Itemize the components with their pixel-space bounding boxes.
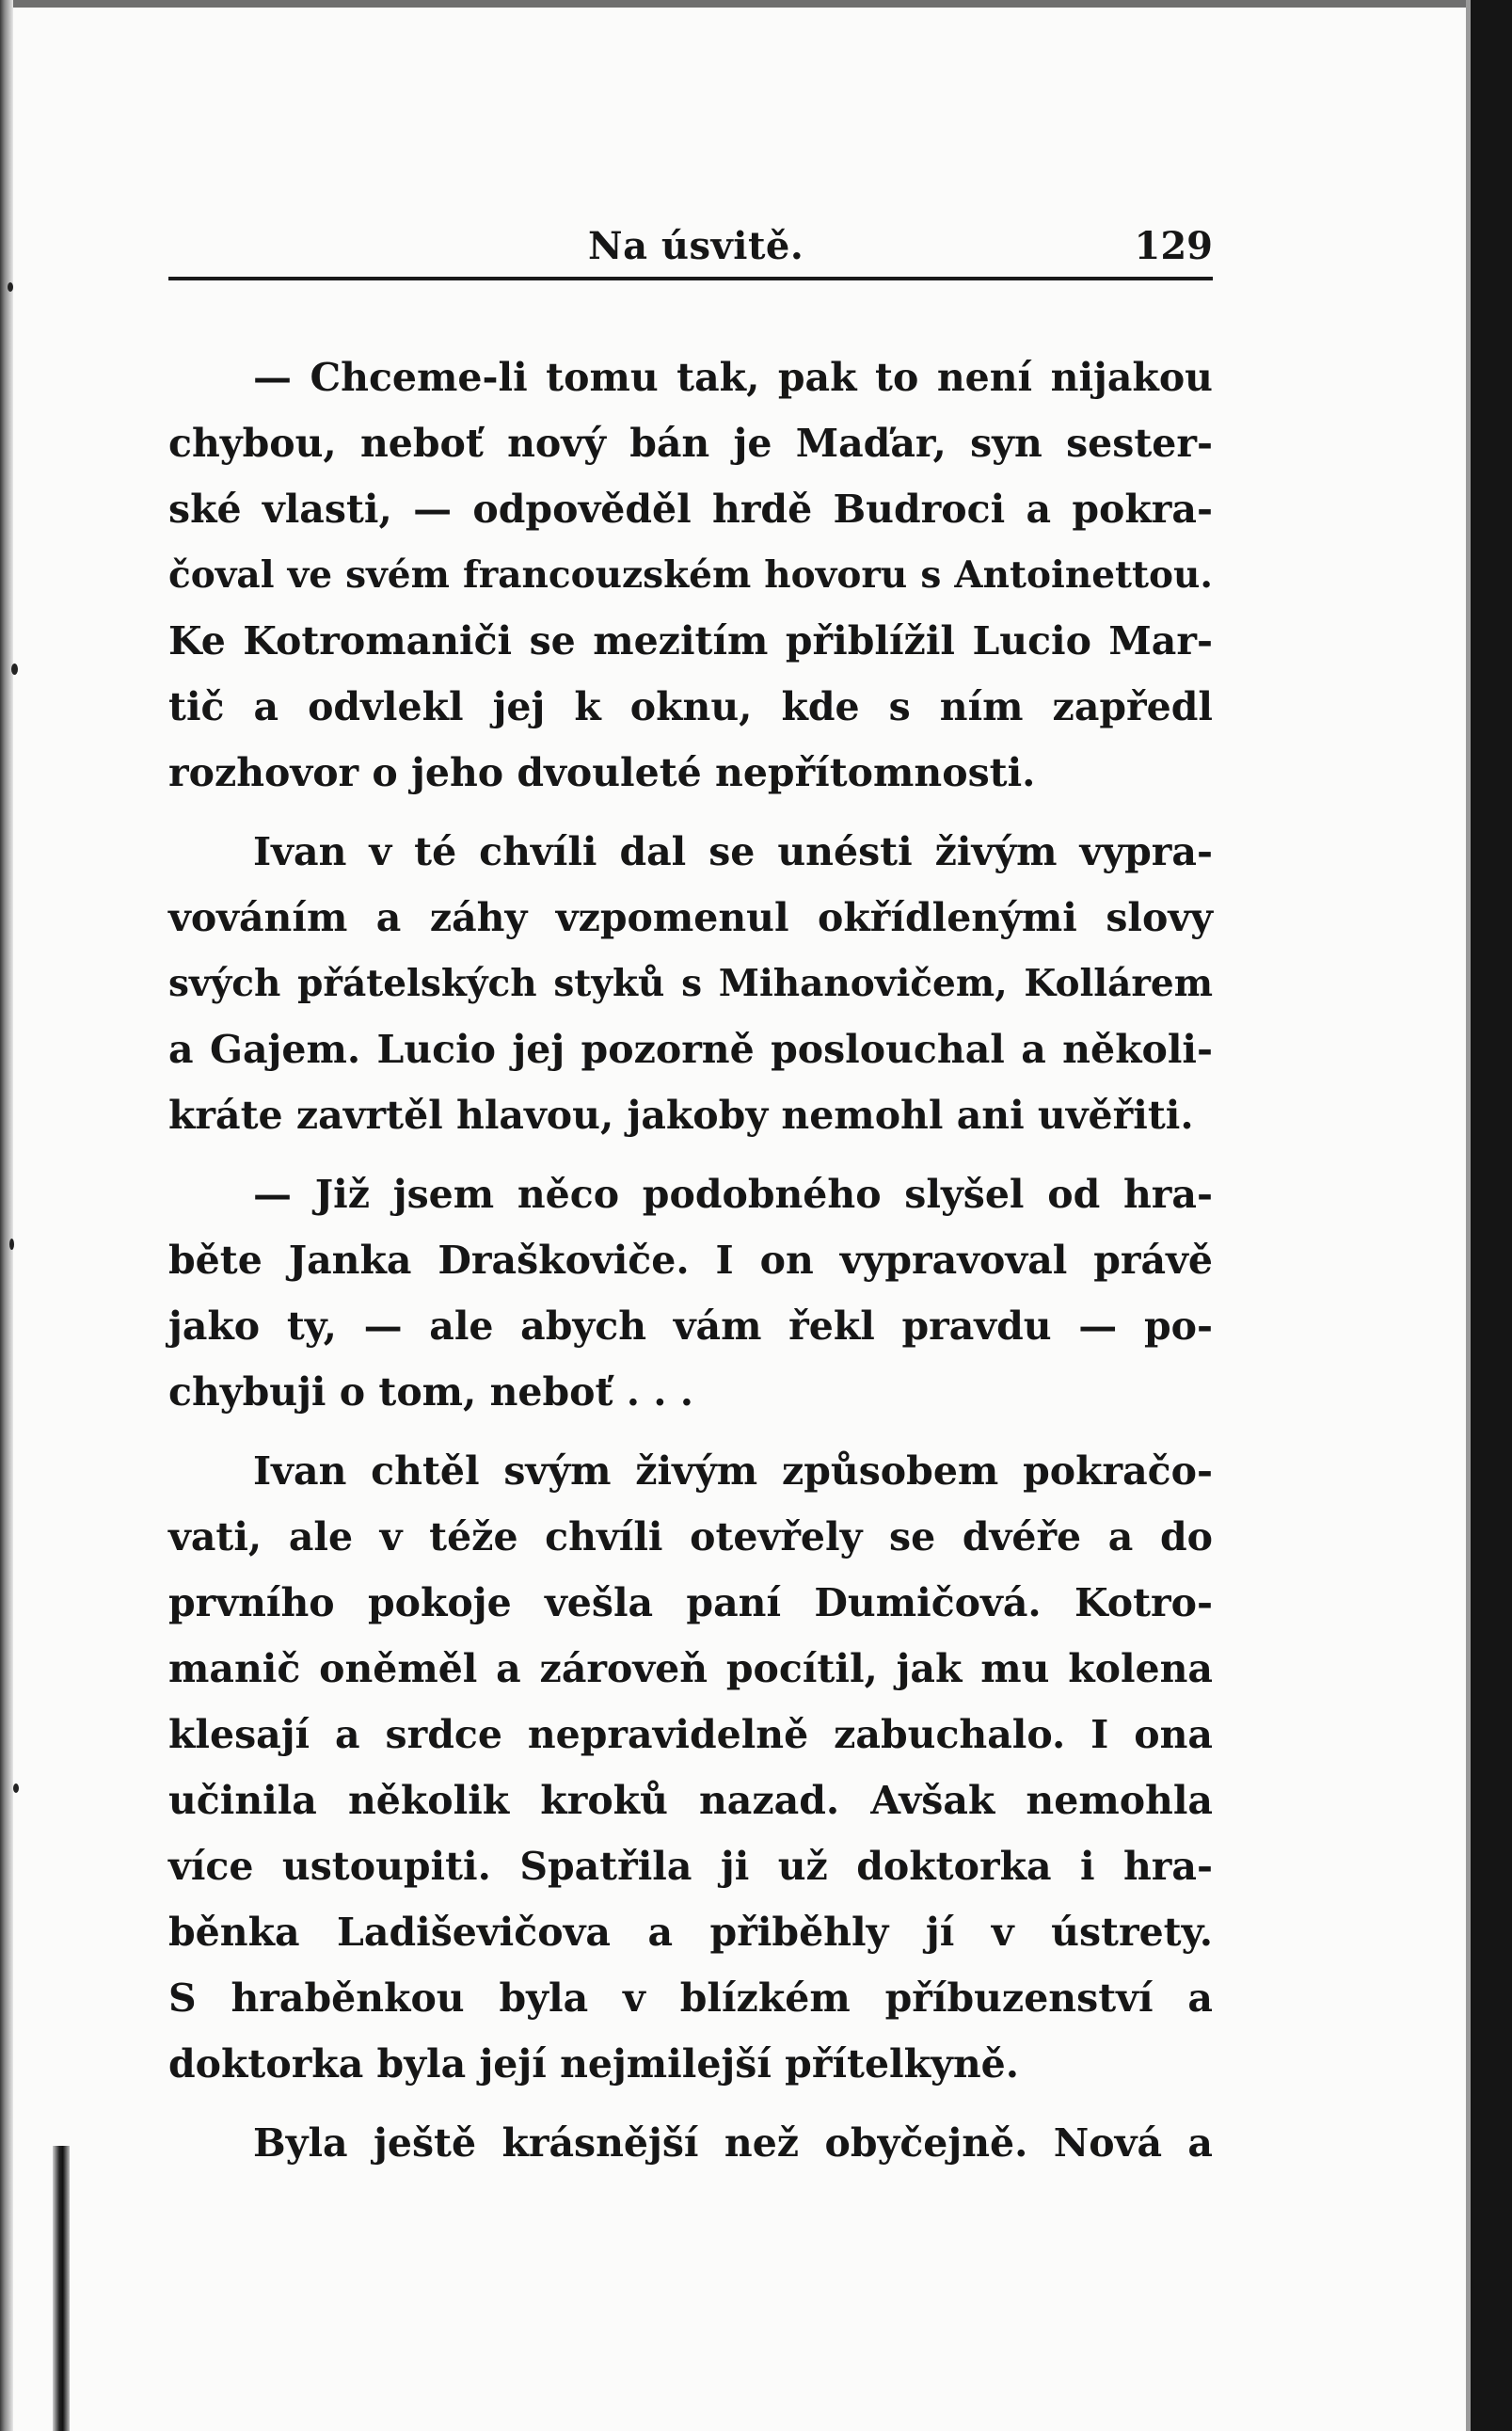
paragraph	[168, 819, 1213, 1148]
running-header-title: Na úsvitě.	[588, 224, 804, 268]
running-header	[168, 209, 1213, 268]
scan-speck	[8, 282, 13, 292]
text-line: vati, ale v téže chvíli otevřely se dvéře a do	[168, 1514, 1213, 1559]
text-line: kráte zavrtěl hlavou, jakoby nemohl ani uvěřiti.	[168, 1093, 1194, 1138]
scan-speck	[13, 1783, 19, 1793]
text-line: vováním a záhy vzpomenul okřídlenými slovy	[168, 895, 1213, 940]
scan-speck	[11, 664, 18, 675]
text-line: S hraběnkou byla v blízkém příbuzenství a	[168, 1975, 1213, 2021]
text-line: běnka Ladiševičova a přiběhly jí v ústrety.	[168, 1910, 1213, 1955]
text-line: tič a odvlekl jej k oknu, kde s ním zapředl	[168, 684, 1213, 729]
text-line: doktorka byla její nejmilejší přítelkyně.	[168, 2041, 1020, 2087]
text-line: ské vlasti, — odpověděl hrdě Budroci a pokra-	[168, 487, 1213, 532]
text-line: čoval ve svém francouzském hovoru s Antoinettou.	[168, 553, 1213, 597]
text-line: jako ty, — ale abych vám řekl pravdu — po-	[168, 1303, 1213, 1349]
text-line: Byla ještě krásnější než obyčejně. Nová a	[253, 2120, 1213, 2166]
text-line: rozhovor o jeho dvouleté nepřítomnosti.	[168, 750, 1036, 795]
paragraph	[168, 1438, 1213, 2097]
text-line: prvního pokoje vešla paní Dumičová. Kotro-	[168, 1580, 1213, 1625]
text-line: klesají a srdce nepravidelně zabuchalo. I ona	[168, 1712, 1213, 1757]
paragraph	[168, 2110, 1213, 2176]
text-line: chybou, neboť nový bán je Maďar, syn sester-	[168, 421, 1213, 466]
paragraph	[168, 1161, 1213, 1425]
text-line: a Gajem. Lucio jej pozorně poslouchal a několi-	[168, 1027, 1213, 1072]
text-line: — Chceme-li tomu tak, pak to není nijakou	[253, 355, 1213, 400]
text-line: Ivan chtěl svým živým způsobem pokračo-	[253, 1448, 1213, 1494]
text-line: — Již jsem něco podobného slyšel od hra-	[253, 1172, 1213, 1217]
scan-left-edge	[0, 0, 13, 2431]
body-text	[168, 344, 1213, 2176]
text-line: více ustoupiti. Spatřila ji už doktorka i hra-	[168, 1844, 1213, 1889]
text-line: svých přátelských styků s Mihanovičem, Kollárem	[168, 962, 1213, 1005]
text-line: běte Janka Draškoviče. I on vypravoval právě	[168, 1238, 1213, 1283]
header-rule	[168, 277, 1213, 280]
text-line: chybuji o tom, neboť . . .	[168, 1369, 694, 1415]
page-number: 129	[1134, 224, 1213, 268]
scan-right-gutter	[1471, 0, 1512, 2431]
text-line: učinila několik kroků nazad. Avšak nemohla	[168, 1778, 1213, 1823]
scan-speck	[9, 1239, 14, 1250]
paragraph	[168, 344, 1213, 806]
text-line: Ivan v té chvíli dal se unésti živým vypra-	[253, 829, 1213, 874]
text-line: Ke Kotromaniči se mezitím přiblížil Lucio Mar-	[168, 618, 1213, 664]
scan-top-edge	[0, 0, 1471, 8]
scan-binding-mark	[53, 2146, 70, 2431]
text-line: manič oněměl a zároveň pocítil, jak mu kolena	[168, 1646, 1213, 1691]
